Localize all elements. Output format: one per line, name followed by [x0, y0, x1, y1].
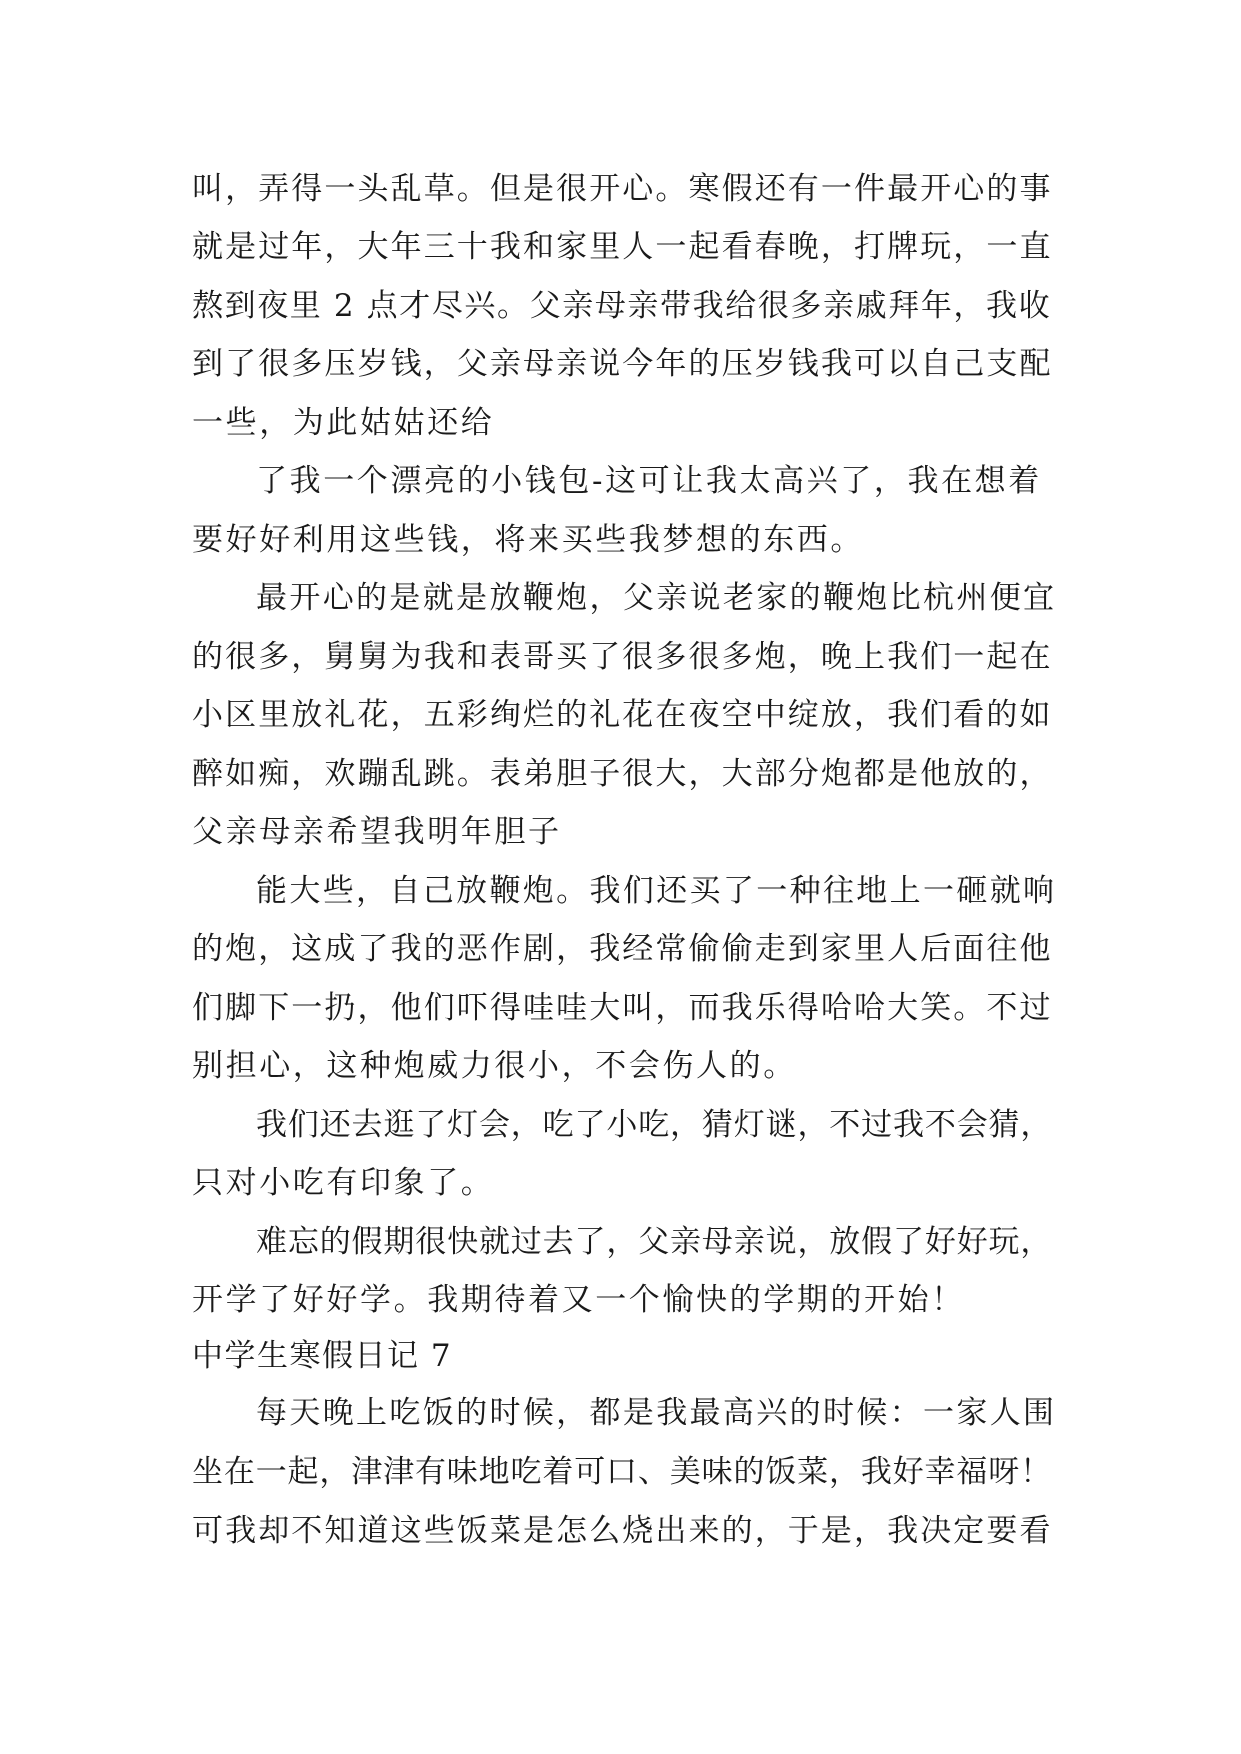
text-line: 开学了好好学。我期待着又一个愉快的学期的开始！ [192, 1282, 965, 1318]
text-line: 叫，弄得一头乱草。但是很开心。寒假还有一件最开心的事 [192, 171, 1053, 207]
text-line: 就是过年，大年三十我和家里人一起看春晚，打牌玩，一直 [192, 229, 1053, 265]
section-heading: 中学生寒假日记 7 [192, 1338, 453, 1374]
text-line: 熬到夜里 2 点才尽兴。父亲母亲带我给很多亲戚拜年，我收 [192, 288, 1052, 324]
text-line: 的炮，这成了我的恶作剧，我经常偷偷走到家里人后面往他 [192, 931, 1053, 967]
text-line: 坐在一起，津津有味地吃着可口、美味的饭菜，我好幸福呀！ [192, 1454, 1052, 1490]
text-line: 可我却不知道这些饭菜是怎么烧出来的，于是，我决定要看 [192, 1513, 1053, 1549]
text-line: 能大些，自己放鞭炮。我们还买了一种往地上一砸就响 [256, 873, 1057, 909]
text-line: 小区里放礼花，五彩绚烂的礼花在夜空中绽放，我们看的如 [192, 697, 1053, 733]
text-line: 我们还去逛了灯会，吃了小吃，猜灯谜，不过我不会猜， [256, 1107, 1053, 1143]
text-line: 一些，为此姑姑还给 [192, 405, 495, 441]
text-line: 难忘的假期很快就过去了，父亲母亲说，放假了好好玩， [256, 1224, 1053, 1260]
text-line: 醉如痴，欢蹦乱跳。表弟胆子很大，大部分炮都是他放的， [192, 756, 1053, 792]
text-line: 了我一个漂亮的小钱包-这可让我太高兴了，我在想着 [256, 463, 1042, 499]
text-line: 到了很多压岁钱，父亲母亲说今年的压岁钱我可以自己支配 [192, 346, 1053, 382]
text-line: 最开心的是就是放鞭炮，父亲说老家的鞭炮比杭州便宜 [256, 580, 1057, 616]
text-line: 每天晚上吃饭的时候，都是我最高兴的时候：一家人围 [256, 1395, 1057, 1431]
text-line: 们脚下一扔，他们吓得哇哇大叫，而我乐得哈哈大笑。不过 [192, 990, 1053, 1026]
text-line: 别担心，这种炮威力很小，不会伤人的。 [192, 1048, 797, 1084]
text-line: 父亲母亲希望我明年胆子 [192, 814, 562, 850]
text-line: 的很多，舅舅为我和表哥买了很多很多炮，晚上我们一起在 [192, 639, 1053, 675]
text-line: 要好好利用这些钱，将来买些我梦想的东西。 [192, 522, 864, 558]
text-line: 只对小吃有印象了。 [192, 1165, 495, 1201]
